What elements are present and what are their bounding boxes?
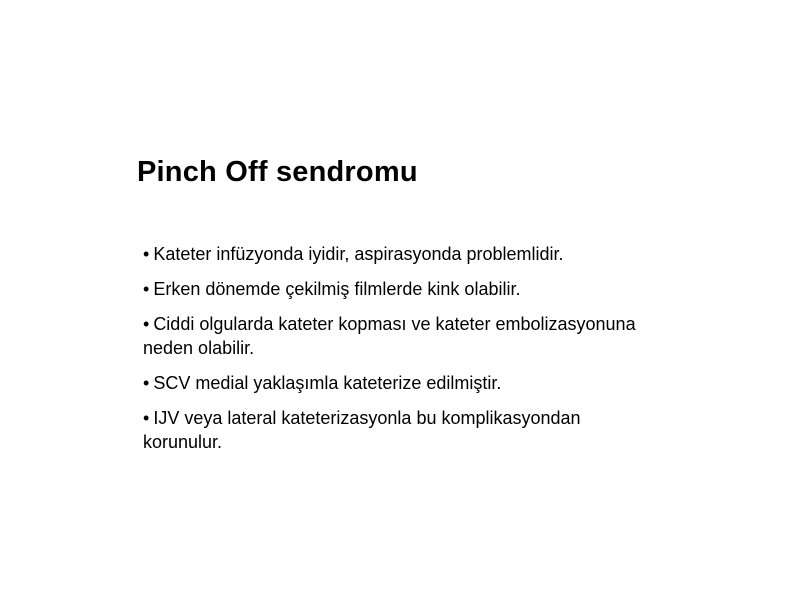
bullet-item xyxy=(143,371,663,395)
bullet-text: SCV medial yaklaşımla kateterize edilmiştir. xyxy=(153,373,502,393)
bullet-dot: • xyxy=(143,408,150,428)
bullet-list xyxy=(143,242,663,465)
bullet-dot: • xyxy=(143,373,150,393)
bullet-dot: • xyxy=(143,314,150,334)
bullet-item xyxy=(143,277,663,301)
slide-title: Pinch Off sendromu xyxy=(137,156,418,188)
bullet-text: Erken dönemde çekilmiş filmlerde kink olabilir. xyxy=(153,279,521,299)
bullet-text: Ciddi olgularda kateter kopması ve kateter embolizasyonuna neden olabilir. xyxy=(143,314,636,358)
bullet-item xyxy=(143,406,663,454)
bullet-text: Kateter infüzyonda iyidir, aspirasyonda problemlidir. xyxy=(153,244,564,264)
bullet-item xyxy=(143,242,663,266)
bullet-dot: • xyxy=(143,279,150,299)
bullet-dot: • xyxy=(143,244,150,264)
bullet-item xyxy=(143,312,663,360)
bullet-text: IJV veya lateral kateterizasyonla bu komplikasyondan korunulur. xyxy=(143,408,581,452)
